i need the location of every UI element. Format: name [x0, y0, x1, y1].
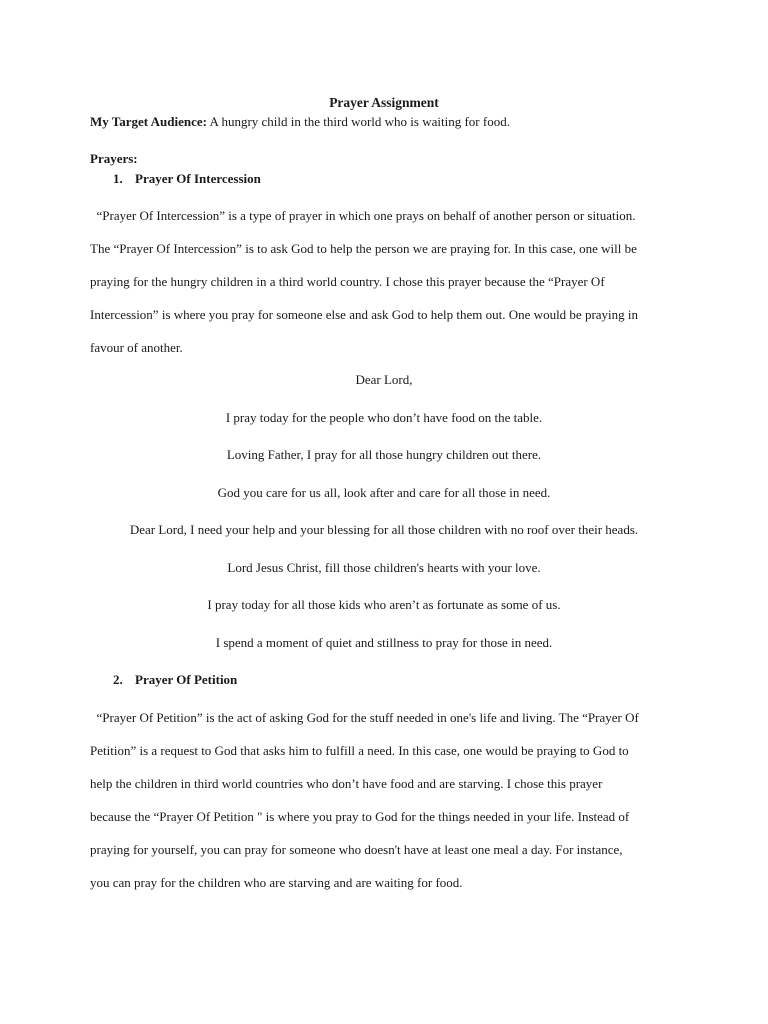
paragraph-line: praying for the hungry children in a third world country. I chose this prayer because the “Prayer Of	[90, 274, 605, 289]
paragraph-line: praying for yourself, you can pray for someone who doesn't have at least one meal a day. For instance,	[90, 842, 623, 857]
paragraph-line: “Prayer Of Petition” is the act of asking God for the stuff needed in one's life and living. The “Prayer Of	[90, 710, 639, 725]
paragraph-line: because the “Prayer Of Petition " is where you pray to God for the things needed in your life. Instead of	[90, 809, 630, 824]
paragraph-line: you can pray for the children who are starving and are waiting for food.	[90, 875, 463, 890]
section-number: 2.	[113, 672, 123, 687]
paragraph-line: help the children in third world countries who don’t have food and are starving. I chose this prayer	[90, 776, 603, 791]
section-title: Prayer Of Petition	[135, 672, 238, 687]
target-audience-line	[90, 114, 510, 130]
prayer-line: Dear Lord, I need your help and your blessing for all those children with no roof over their heads.	[129, 522, 639, 537]
paragraph-line: Petition” is a request to God that asks him to fulfill a need. In this case, one would be praying to God to	[90, 743, 629, 758]
section-heading-intercession	[113, 171, 261, 187]
prayer-line: I pray today for all those kids who aren’t as fortunate as some of us.	[207, 597, 561, 612]
section-heading-petition	[113, 672, 237, 688]
paragraph-line: Intercession” is where you pray for someone else and ask God to help them out. One would be praying in	[90, 307, 639, 322]
audience-text: A hungry child in the third world who is waiting for food.	[207, 114, 510, 129]
prayers-label: Prayers:	[90, 151, 138, 166]
paragraph-line: favour of another.	[90, 340, 183, 355]
document-title: Prayer Assignment	[329, 95, 439, 110]
prayer-line: God you care for us all, look after and care for all those in need.	[217, 485, 551, 500]
audience-label: My Target Audience:	[90, 114, 207, 129]
section-title: Prayer Of Intercession	[135, 171, 261, 186]
paragraph-line: The “Prayer Of Intercession” is to ask God to help the person we are praying for. In this case, one will be	[90, 241, 637, 256]
prayer-line: Dear Lord,	[355, 372, 413, 387]
prayer-line: Lord Jesus Christ, fill those children's hearts with your love.	[227, 560, 541, 575]
prayer-line: I spend a moment of quiet and stillness to pray for those in need.	[215, 635, 553, 650]
paragraph-line: “Prayer Of Intercession” is a type of prayer in which one prays on behalf of another person or situation.	[90, 208, 636, 223]
section-number: 1.	[113, 171, 123, 186]
petition-paragraph	[90, 701, 690, 899]
intercession-paragraph	[90, 199, 690, 364]
prayer-line: I pray today for the people who don’t have food on the table.	[225, 410, 543, 425]
prayer-line: Loving Father, I pray for all those hungry children out there.	[226, 447, 542, 462]
